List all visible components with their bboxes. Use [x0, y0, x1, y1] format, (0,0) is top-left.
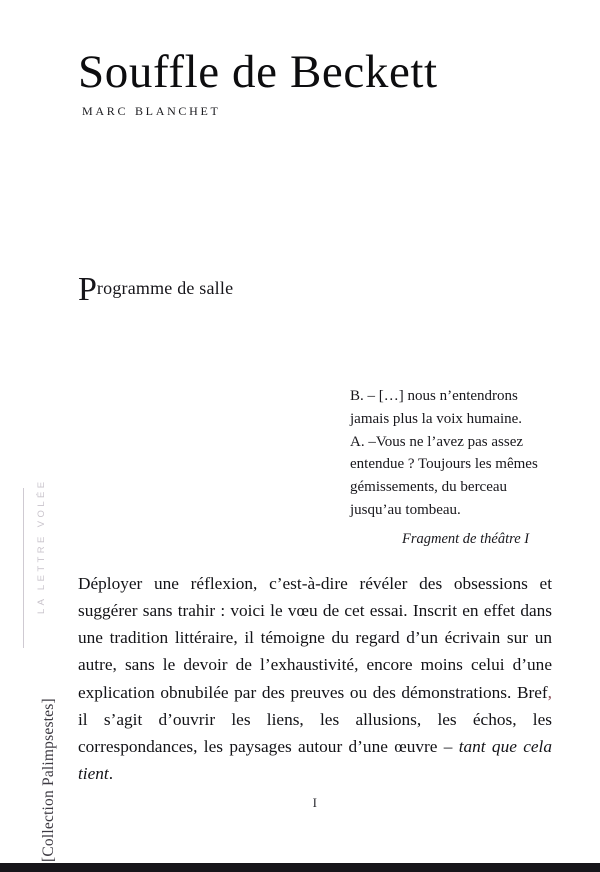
body-accent-comma: ,: [547, 682, 552, 702]
epigraph-line: B. – […] nous n’entendrons: [350, 388, 518, 404]
bottom-edge-band: [0, 863, 600, 872]
section-title-dropcap: P: [78, 271, 97, 308]
section-title-rest: rogramme de salle: [96, 278, 234, 298]
text-column: [78, 0, 552, 872]
publisher-imprint: LA LETTRE VOLÉE: [36, 478, 47, 614]
body-text-part2: il s’agit d’ouvrir les liens, les allusions, les échos, les correspondances, les paysages autour d’une œuvre –: [78, 709, 552, 756]
body-text-part1: Déployer une réflexion, c’est-à-dire révéler des obsessions et suggérer sans trahir : voici le vœu de cet essai. Inscrit en effet dans une tradition littéraire, il témoigne du regard d’un écrivain sur un autre, sans le devoir de l’exhaustivité, encore moins celui d’une explication obnubilée par des preuves ou des démonstrations. Bref: [78, 574, 552, 702]
spine-rule: [23, 488, 24, 648]
body-paragraph: [78, 570, 552, 787]
body-italic-phrase: tant que cela tient: [78, 736, 553, 783]
author-byline: marc blanchet: [82, 100, 221, 119]
body-final-period: .: [108, 763, 114, 783]
page-title: Souffle de Beckett: [78, 46, 438, 99]
section-title: [78, 271, 234, 308]
page-number: I: [312, 795, 318, 810]
epigraph: [350, 385, 592, 550]
epigraph-line: jusqu’au tombeau.: [350, 501, 461, 518]
epigraph-line: A. –Vous ne l’avez pas assez: [350, 433, 524, 450]
collection-label: [Collection Palimpsestes]: [40, 698, 57, 862]
epigraph-line: jamais plus la voix humaine.: [350, 410, 523, 427]
spine-margin: [0, 0, 62, 872]
epigraph-line: gémissements, du berceau: [350, 479, 508, 496]
epigraph-line: entendue ? Toujours les mêmes: [350, 456, 538, 473]
epigraph-source: Fragment de théâtre I: [402, 530, 530, 547]
